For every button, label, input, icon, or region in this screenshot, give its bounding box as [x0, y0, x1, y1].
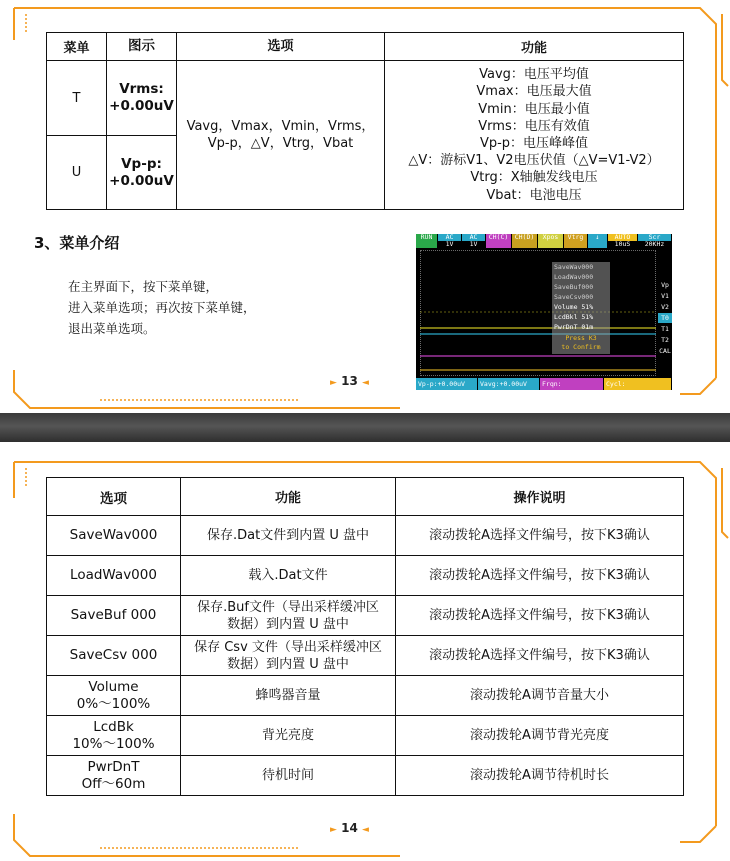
- option-cell-line: 10%～100%: [72, 735, 155, 752]
- scope-status-top: AUTO: [614, 234, 631, 241]
- option-cell-line: LcdBk: [93, 718, 134, 735]
- scope-menu-item[interactable]: LcdBkl 51%: [554, 313, 594, 321]
- header-function: 功能: [181, 478, 396, 516]
- operation-cell: [396, 676, 684, 716]
- scope-measure-bar: [416, 378, 672, 390]
- icon-cell: [107, 61, 177, 136]
- option-cell-line: SaveCsv 000: [69, 647, 158, 663]
- header-options: 选项: [177, 33, 385, 61]
- operation-cell: [396, 756, 684, 796]
- option-cell: [47, 676, 181, 716]
- scope-status-top: Vtrg: [567, 234, 584, 241]
- function-cell: [181, 556, 396, 596]
- scope-measure-cell[interactable]: Vp-p:+0.00uV: [416, 378, 478, 390]
- scope-measure-cell[interactable]: Vavg:+0.00uV: [478, 378, 540, 390]
- options-line: Vp-p，△V，Vtrg，Vbat: [207, 136, 354, 151]
- table-row: [47, 61, 684, 136]
- option-cell-line: SaveWav000: [69, 527, 158, 543]
- header-menu: 菜单: [47, 33, 107, 61]
- arrow-left-icon: ◄: [362, 825, 369, 835]
- option-cell-line: Volume: [88, 678, 139, 695]
- scope-measure-item[interactable]: T2: [658, 335, 672, 345]
- table-row: [47, 716, 684, 756]
- scope-measure-sidebar: [658, 280, 672, 357]
- intro-line: 在主界面下，按下菜单键，: [68, 279, 219, 294]
- function-cell-line: 数据）到内置 U 盘中: [227, 616, 349, 632]
- section-title: 3、菜单介绍: [34, 234, 120, 252]
- scope-menu-item[interactable]: SaveBuf000: [554, 283, 594, 291]
- scope-menu-popup: [552, 262, 610, 354]
- option-cell: [47, 516, 181, 556]
- functions-cell: [385, 61, 684, 210]
- scope-menu-item[interactable]: LoadWav000: [554, 273, 594, 281]
- header-operation: 操作说明: [396, 478, 684, 516]
- operation-cell: [396, 716, 684, 756]
- menu-cell: T: [47, 61, 107, 136]
- menu-options-table: [46, 32, 684, 210]
- options-line: Vavg，Vmax，Vmin，Vrms，: [186, 119, 375, 134]
- page-number: [330, 821, 369, 835]
- function-line: Vavg：电压平均值: [479, 67, 589, 83]
- table-header-row: [47, 478, 684, 516]
- header-icon: 图示: [107, 33, 177, 61]
- function-cell: [181, 676, 396, 716]
- page-number-text: 13: [341, 374, 358, 388]
- scope-status-bottom: 1V: [438, 241, 461, 248]
- function-cell-line: 背光亮度: [261, 728, 314, 743]
- table-row: [47, 556, 684, 596]
- option-cell-line: 0%～100%: [76, 695, 151, 712]
- option-cell-line: SaveBuf 000: [70, 607, 157, 623]
- oscilloscope-screen: [416, 234, 672, 390]
- scope-menu-item[interactable]: Volume 51%: [554, 303, 594, 311]
- options-cell: [177, 61, 385, 210]
- scope-menu-item[interactable]: SaveCsv000: [554, 293, 594, 301]
- scope-measure-item[interactable]: T0: [658, 313, 672, 323]
- scope-traces: [416, 234, 672, 390]
- scope-measure-item[interactable]: CAL: [659, 347, 671, 355]
- operation-cell-line: 滚动拨轮A调节音量大小: [470, 688, 609, 703]
- icon-line: +0.00uV: [109, 98, 174, 114]
- option-cell: [47, 716, 181, 756]
- icon-line: +0.00uV: [109, 172, 174, 189]
- operation-cell-line: 滚动拨轮A调节待机时长: [470, 768, 609, 783]
- operation-cell-line: 滚动拨轮A选择文件编号，按下K3确认: [429, 568, 650, 583]
- table-row: [47, 676, 684, 716]
- operation-cell: [396, 516, 684, 556]
- operation-cell: [396, 636, 684, 676]
- function-cell: [181, 596, 396, 636]
- option-cell: [47, 596, 181, 636]
- arrow-left-icon: ◄: [362, 378, 369, 388]
- operation-cell-line: 滚动拨轮A调节背光亮度: [470, 728, 609, 743]
- scope-status-top: Scr: [648, 234, 661, 241]
- page-number: [330, 374, 369, 388]
- operation-cell: [396, 556, 684, 596]
- scope-status-top: CH(C): [488, 234, 509, 241]
- option-cell-line: LoadWav000: [70, 567, 157, 583]
- option-cell-line: Off～60m: [81, 775, 146, 792]
- function-cell-line: 保存 Csv 文件（导出采样缓冲区: [194, 639, 382, 655]
- function-line: Vrms：电压有效值: [478, 118, 590, 134]
- scope-status-top: AC: [445, 234, 454, 241]
- page-number-text: 14: [341, 821, 358, 835]
- function-cell: [181, 516, 396, 556]
- option-cell: [47, 756, 181, 796]
- function-cell: [181, 756, 396, 796]
- header-option: 选项: [47, 478, 181, 516]
- function-cell-line: 保存.Dat文件到内置 U 盘中: [207, 528, 369, 543]
- page-divider: [0, 413, 730, 442]
- table-row: [47, 516, 684, 556]
- scope-measure-cell[interactable]: Cycl:: [604, 378, 672, 390]
- operation-cell-line: 滚动拨轮A选择文件编号，按下K3确认: [429, 608, 650, 623]
- table-row: [47, 756, 684, 796]
- scope-measure-item[interactable]: Vp: [658, 280, 672, 290]
- function-line: Vmin：电压最小值: [478, 101, 590, 117]
- scope-measure-cell[interactable]: Frqn:: [540, 378, 604, 390]
- manual-page-13: [0, 0, 730, 413]
- function-line: Vp-p：电压峰峰值: [479, 136, 589, 151]
- scope-menu-item[interactable]: PwrDnT 01m: [554, 323, 594, 331]
- menu-details-table: [46, 477, 684, 796]
- operation-cell-line: 滚动拨轮A选择文件编号，按下K3确认: [429, 648, 650, 663]
- arrow-right-icon: ►: [330, 825, 337, 835]
- function-cell: [181, 716, 396, 756]
- function-cell-line: 保存.Buf文件（导出采样缓冲区: [197, 599, 379, 615]
- function-line: Vtrg：X轴触发线电压: [470, 170, 598, 186]
- icon-line: Vp-p:: [121, 155, 162, 172]
- scope-status-top: AC: [469, 234, 478, 241]
- icon-line: Vrms:: [119, 81, 164, 97]
- scope-status-top: Xpos: [542, 234, 559, 241]
- menu-cell: U: [47, 136, 107, 210]
- confirm-line: Press K3: [565, 334, 597, 342]
- operation-cell: [396, 596, 684, 636]
- scope-measure-item[interactable]: T1: [658, 324, 672, 334]
- icon-cell: [107, 136, 177, 210]
- function-line: Vbat：电池电压: [486, 187, 582, 203]
- function-cell-line: 待机时间: [261, 768, 314, 783]
- scope-status-top: CH(D): [514, 234, 535, 241]
- table-row: [47, 596, 684, 636]
- scope-status-top: ↓: [595, 234, 600, 241]
- function-line: Vmax：电压最大值: [476, 84, 592, 100]
- function-cell-line: 数据）到内置 U 盘中: [227, 656, 349, 672]
- scope-status-bottom: 10uS: [608, 241, 637, 248]
- table-row: [47, 636, 684, 676]
- option-cell: [47, 636, 181, 676]
- intro-text: [68, 276, 256, 339]
- scope-measure-item[interactable]: V2: [658, 302, 672, 312]
- arrow-right-icon: ►: [330, 378, 337, 388]
- function-line: △V：游标V1、V2电压伏值（△V=V1-V2）: [408, 153, 660, 169]
- table-header-row: [47, 33, 684, 61]
- confirm-line: to Confirm: [561, 343, 601, 351]
- intro-line: 进入菜单选项；再次按下菜单键，: [68, 300, 256, 315]
- confirm-hint: [552, 332, 610, 354]
- function-cell-line: 载入.Dat文件: [248, 568, 328, 583]
- scope-menu-item[interactable]: SaveWav000: [554, 263, 594, 271]
- function-cell: [181, 636, 396, 676]
- scope-status-bottom: 1V: [462, 241, 485, 248]
- scope-measure-item[interactable]: V1: [658, 291, 672, 301]
- option-cell: [47, 556, 181, 596]
- scope-status-bottom: 20KHz: [638, 241, 671, 248]
- function-cell-line: 蜂鸣器音量: [255, 688, 321, 703]
- intro-line: 退出菜单选项。: [68, 321, 156, 336]
- operation-cell-line: 滚动拨轮A选择文件编号，按下K3确认: [429, 528, 650, 543]
- scope-status-top: RUN: [420, 234, 433, 241]
- header-function: 功能: [385, 33, 684, 61]
- option-cell-line: PwrDnT: [87, 758, 140, 775]
